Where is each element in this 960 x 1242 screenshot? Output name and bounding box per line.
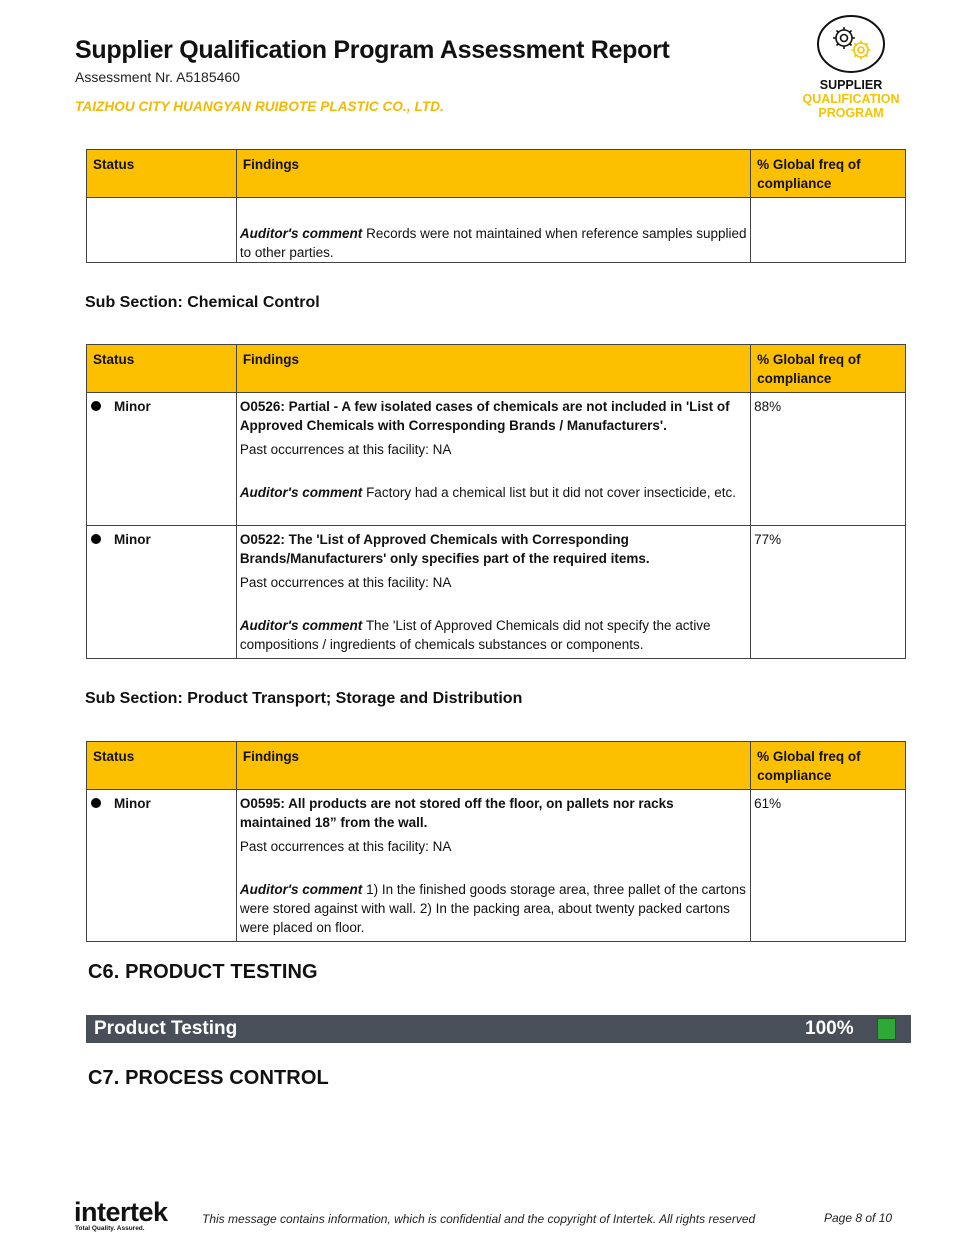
subsection-title-product-transport: Sub Section: Product Transport; Storage and Distribution	[85, 690, 523, 707]
finding-title: O0526: Partial - A few isolated cases of chemicals are not included in 'List of Approved Chemicals with Corresponding Brands / Manufacturers'.	[239, 399, 730, 433]
sqp-logo	[798, 14, 904, 120]
page-number: Page 8 of 10	[824, 1211, 893, 1225]
table-header-row	[87, 742, 906, 790]
compliance-cell: 77%	[751, 526, 906, 659]
assessment-number: Assessment Nr. A5185460	[75, 69, 240, 85]
auditor-comment-label: Auditor's comment	[239, 485, 363, 500]
header-findings: Findings	[236, 345, 750, 393]
findings-cell	[236, 790, 750, 942]
auditor-comment	[240, 483, 747, 502]
table-header-row	[87, 150, 906, 198]
status-label: Minor	[114, 399, 151, 414]
score-bar-label: Product Testing	[94, 1018, 238, 1039]
status-label: Minor	[114, 796, 151, 811]
header-findings: Findings	[236, 742, 750, 790]
company-name: TAIZHOU CITY HUANGYAN RUIBOTE PLASTIC CO., LTD.	[75, 99, 444, 114]
past-occurrences: Past occurrences at this facility: NA	[239, 839, 452, 854]
table-row	[87, 526, 906, 659]
header-compliance: % Global freq of compliance	[751, 345, 906, 393]
findings-table-continued	[86, 149, 906, 263]
findings-table-product-transport	[86, 741, 906, 942]
findings-cell	[236, 198, 750, 263]
intertek-logo: intertek	[74, 1197, 168, 1227]
compliance-cell	[751, 198, 906, 263]
status-cell	[87, 393, 237, 526]
auditor-comment-text: Records were not maintained when reference samples supplied to other parties.	[239, 226, 747, 260]
logo-text-program: PROGRAM	[818, 106, 884, 120]
header-status: Status	[87, 345, 237, 393]
bullet-icon	[91, 798, 101, 808]
bullet-icon	[91, 534, 101, 544]
table-row	[87, 393, 906, 526]
section-title-c7: C7. PROCESS CONTROL	[88, 1067, 329, 1089]
header-compliance: % Global freq of compliance	[751, 742, 906, 790]
auditor-comment-text: 1) In the finished goods storage area, three pallet of the cartons were stored against with wall. 2) In the packing area, about twenty packed cartons were placed on floor.	[239, 882, 746, 935]
findings-table-chemical-control	[86, 344, 906, 659]
table-row	[87, 198, 906, 263]
header-compliance: % Global freq of compliance	[751, 150, 906, 198]
logo-text-supplier: SUPPLIER	[819, 78, 883, 92]
past-occurrences: Past occurrences at this facility: NA	[239, 442, 452, 457]
compliance-cell: 61%	[751, 790, 906, 942]
section-title-c6: C6. PRODUCT TESTING	[88, 961, 318, 983]
gears-icon	[814, 14, 888, 76]
finding-title: O0595: All products are not stored off the floor, on pallets nor racks maintained 18” from the wall.	[239, 796, 674, 830]
auditor-comment	[240, 880, 747, 937]
past-occurrences: Past occurrences at this facility: NA	[239, 575, 452, 590]
page-footer	[74, 1198, 904, 1238]
header-status: Status	[87, 150, 237, 198]
finding-title: O0522: The 'List of Approved Chemicals with Corresponding Brands/Manufacturers' only specifies part of the required items.	[239, 532, 650, 566]
status-label: Minor	[114, 532, 151, 547]
status-cell	[87, 790, 237, 942]
auditor-comment-label: Auditor's comment	[239, 882, 363, 897]
logo-text-qualification: QUALIFICATION	[802, 92, 900, 106]
findings-cell	[236, 526, 750, 659]
score-bar-value: 100%	[805, 1018, 854, 1039]
auditor-comment-text: The 'List of Approved Chemicals did not specify the active compositions / ingredients of chemicals substances or components.	[239, 618, 711, 652]
table-row	[87, 790, 906, 942]
auditor-comment	[240, 224, 747, 262]
auditor-comment-label: Auditor's comment	[239, 618, 363, 633]
auditor-comment	[240, 616, 747, 654]
subsection-title-chemical-control: Sub Section: Chemical Control	[85, 294, 320, 311]
table-header-row	[87, 345, 906, 393]
status-square-icon	[877, 1018, 896, 1040]
bullet-icon	[91, 401, 101, 411]
header-findings: Findings	[236, 150, 750, 198]
status-cell	[87, 526, 237, 659]
page-title: Supplier Qualification Program Assessment Report	[75, 36, 670, 64]
auditor-comment-label: Auditor's comment	[239, 226, 363, 241]
score-bar-product-testing	[86, 1015, 911, 1043]
intertek-tagline: Total Quality. Assured.	[75, 1225, 145, 1232]
compliance-cell: 88%	[751, 393, 906, 526]
report-header	[75, 34, 670, 116]
findings-cell	[236, 393, 750, 526]
auditor-comment-text: Factory had a chemical list but it did not cover insecticide, etc.	[366, 485, 736, 500]
status-cell	[87, 198, 237, 263]
header-status: Status	[87, 742, 237, 790]
confidentiality-disclaimer: This message contains information, which is confidential and the copyright of Intertek. All rights reserved	[202, 1212, 756, 1226]
